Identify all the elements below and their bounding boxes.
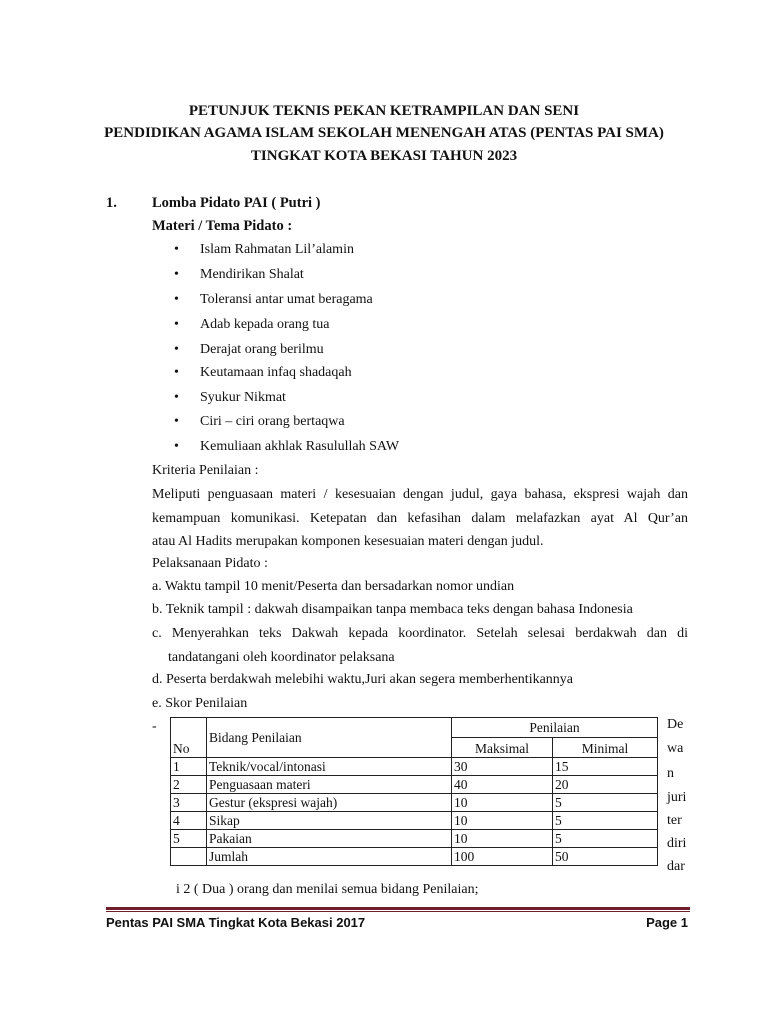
bullet-icon: • [174, 342, 179, 357]
footer-rule-thin [106, 911, 690, 912]
pelaksanaan-label: Pelaksanaan Pidato : [152, 556, 268, 571]
page-number: Page 1 [646, 915, 688, 930]
cell-maks: 10 [452, 794, 553, 812]
cell-bidang: Gestur (ekspresi wajah) [207, 794, 452, 812]
cell-maks: 100 [452, 848, 553, 866]
footer-rule [106, 907, 690, 910]
bullet-icon: • [174, 439, 179, 454]
section-number: 1. [106, 195, 117, 211]
header-maksimal: Maksimal [452, 738, 553, 758]
cell-no: 3 [171, 794, 207, 812]
step-b: b. Teknik tampil : dakwah disampaikan tanpa membaca teks dengan bahasa Indonesia [152, 602, 633, 617]
cell-no: 2 [171, 776, 207, 794]
cell-bidang: Penguasaan materi [207, 776, 452, 794]
cell-min: 20 [553, 776, 658, 794]
cell-no [171, 848, 207, 866]
step-c-line-1: c. Menyerahkan teks Dakwah kepada koordinator. Setelah selesai berdakwah dan di [152, 626, 688, 641]
table-row [171, 812, 658, 830]
step-d: d. Peserta berdakwah melebihi waktu,Juri akan segera memberhentikannya [152, 672, 574, 687]
list-item: • Syukur Nikmat [174, 390, 286, 405]
list-item: • Islam Rahmatan Lil’alamin [174, 242, 354, 257]
title-line-3: TINGKAT KOTA BEKASI TAHUN 2023 [250, 148, 518, 164]
closing-line: i 2 ( Dua ) orang dan menilai semua bidang Penilaian; [176, 882, 479, 897]
cell-bidang: Pakaian [207, 830, 452, 848]
cell-no: 5 [171, 830, 207, 848]
section-heading: Lomba Pidato PAI ( Putri ) [152, 195, 321, 211]
dash-marker: - [152, 719, 157, 734]
cell-no: 4 [171, 812, 207, 830]
score-table [170, 717, 658, 866]
table-row [171, 848, 658, 866]
table-row [171, 758, 658, 776]
list-item: • Ciri – ciri orang bertaqwa [174, 414, 345, 429]
side-word: diri [667, 836, 687, 851]
step-c-line-2: tandatangani oleh koordinator pelaksana [168, 650, 395, 665]
bullet-icon: • [174, 317, 179, 332]
table-row [171, 830, 658, 848]
cell-maks: 10 [452, 830, 553, 848]
list-item: • Kemuliaan akhlak Rasulullah SAW [174, 439, 400, 454]
list-item: • Mendirikan Shalat [174, 267, 304, 282]
kriteria-text-line-3: atau Al Hadits merupakan komponen kesesuaian materi dengan judul. [152, 534, 544, 549]
cell-min: 5 [553, 794, 658, 812]
cell-bidang: Sikap [207, 812, 452, 830]
kriteria-label: Kriteria Penilaian : [152, 463, 259, 478]
title-line-2: PENDIDIKAN AGAMA ISLAM SEKOLAH MENENGAH ATAS (PENTAS PAI SMA) [104, 125, 664, 141]
side-word: juri [667, 790, 687, 805]
header-minimal: Minimal [553, 738, 658, 758]
bullet-icon: • [174, 390, 179, 405]
cell-maks: 30 [452, 758, 553, 776]
bullet-icon: • [174, 267, 179, 282]
cell-no: 1 [171, 758, 207, 776]
cell-bidang: Jumlah [207, 848, 452, 866]
list-item: • Keutamaan infaq shadaqah [174, 365, 352, 380]
kriteria-text-line-2: kemampuan komunikasi. Ketepatan dan kefasihan dalam melafazkan ayat Al Qur’an [152, 511, 688, 526]
header-no: No [171, 718, 207, 758]
cell-bidang: Teknik/vocal/intonasi [207, 758, 452, 776]
cell-min: 15 [553, 758, 658, 776]
bullet-icon: • [174, 414, 179, 429]
bullet-icon: • [174, 365, 179, 380]
cell-min: 5 [553, 812, 658, 830]
side-word: De [667, 717, 684, 732]
cell-maks: 10 [452, 812, 553, 830]
bullet-icon: • [174, 292, 179, 307]
header-penilaian: Penilaian [452, 718, 658, 738]
bullet-icon: • [174, 242, 179, 257]
side-word: ter [667, 813, 682, 828]
kriteria-text-line-1: Meliputi penguasaan materi / kesesuaian dengan judul, gaya bahasa, ekspresi wajah dan [152, 487, 688, 502]
list-item: • Derajat orang berilmu [174, 342, 324, 357]
header-bidang: Bidang Penilaian [207, 718, 452, 758]
table-header-row [171, 718, 658, 738]
step-e: e. Skor Penilaian [152, 696, 248, 711]
cell-maks: 40 [452, 776, 553, 794]
table-row [171, 776, 658, 794]
footer-title: Pentas PAI SMA Tingkat Kota Bekasi 2017 [106, 915, 366, 930]
cell-min: 5 [553, 830, 658, 848]
side-word: dar [667, 859, 685, 874]
side-word: wa [667, 741, 684, 756]
table-row [171, 794, 658, 812]
list-item: • Adab kepada orang tua [174, 317, 330, 332]
cell-min: 50 [553, 848, 658, 866]
materi-label: Materi / Tema Pidato : [152, 218, 293, 234]
side-word: n [667, 766, 674, 781]
title-line-1: PETUNJUK TEKNIS PEKAN KETRAMPILAN DAN SENI [188, 103, 580, 119]
list-item: • Toleransi antar umat beragama [174, 292, 373, 307]
step-a: a. Waktu tampil 10 menit/Peserta dan bersadarkan nomor undian [152, 579, 515, 594]
